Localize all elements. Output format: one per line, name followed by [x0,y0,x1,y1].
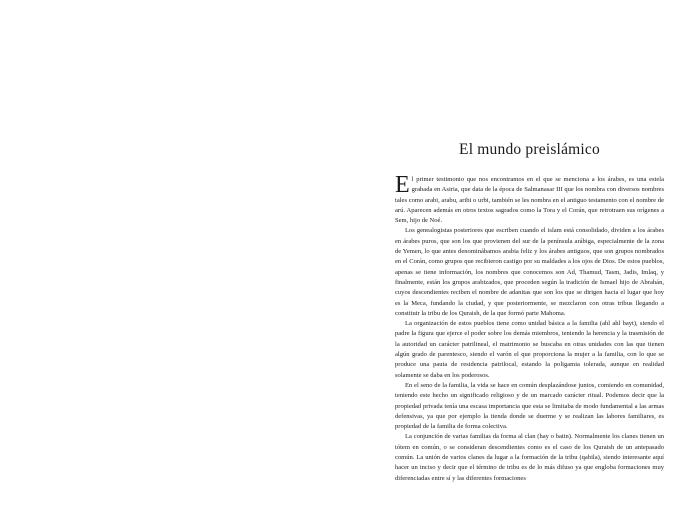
paragraph-5: La conjunción de varias familias da forma al clan (hay o batin). Normalmente los clanes tienen un tótem en común, o se consideran descendientes como es el caso de los Quraish de un antepasado común. La unión de varios clanes da lugar a la formación de la tribu (qabila), siendo interesante aquí hacer un inciso y decir que el término de tribu es de lo más difuso ya que engloba formaciones muy diferenciadas entre sí y las diferentes formaciones [395,433,664,482]
paragraph-3: La organización de estos pueblos tiene como unidad básica a la familia (ahl ahl bayt), siendo el padre la figura que ejerce el poder sobre los demás miembros, teniendo la herencia y la trasmisión de la autoridad un carácter patrilineal, el matrimonio se buscaba en otras unidades con las que tienen algún grado de parentesco, siendo el varón el que proporciona la mujer a la familia, con lo que se produce una pauta de residencia patrilocal, estando la poligamia tolerada, aunque en realidad solamente se daba en los poderosos. [395,320,664,379]
paragraph-1-text: l primer testimonio que nos encontramos en el que se menciona a los árabes, es una estela grabada en Asiria, que data de la época de Salmanasar III que los nombra con diversos nombres tales como arabi, arabu, aribi o urbi, también se les nombra en el antiguo testamento con el nombre de arú. Aparecen además en otros textos sagrados como la Tora y el Corán, que retrotraen sus orígenes a Sem, hijo de Noé. [395,176,664,225]
chapter-body [395,172,664,484]
paragraph-2: Los genealogistas posteriores que escriben cuando el islam está consolidado, dividen a los árabes en árabes puros, que son los que provienen del sur de la península arábiga, especialmente de la zona de Yemen, lo que antes denominábamos arabia feliz y los árabes antiguos, que son grupos nombrados en el Corán, como grupos que recibieron castigo por su maldades a los ojos de Dios. De estos pueblos, apenas se tiene información, los nombres que conocemos son Ad, Thamud, Tasm, Jadis, Imlaq, y finalmente, están los grupos arabizados, que proceden según la tradición de Ismael hijo de Abrahán, cuyos descendientes reciben el nombre de adanitas que son los que se dirigen hacia el lugar que hoy es la Meca, fundando la ciudad, y que posteriormente, se mezclaron con otras tribus llegando a constituir la tribu de los Quraish, de la que formó parte Mahoma. [395,227,664,317]
chapter-title: El mundo preislámico [459,141,600,158]
paragraph-1 [395,172,664,226]
drop-cap: E [395,172,410,198]
paragraph-4: En el seno de la familia, la vida se hace en común desplazándose juntos, comiendo en comunidad, teniendo este hecho un significado religioso y de un marcado carácter ritual. Podemos decir que la propiedad privada tenía una escasa importancia que esta se limitaba de modo fundamental a las armas defensivas, ya que por ejemplo la tienda donde se duerme y se realizan las labores familiares, es propiedad de la familia de forma colectiva. [395,381,664,431]
